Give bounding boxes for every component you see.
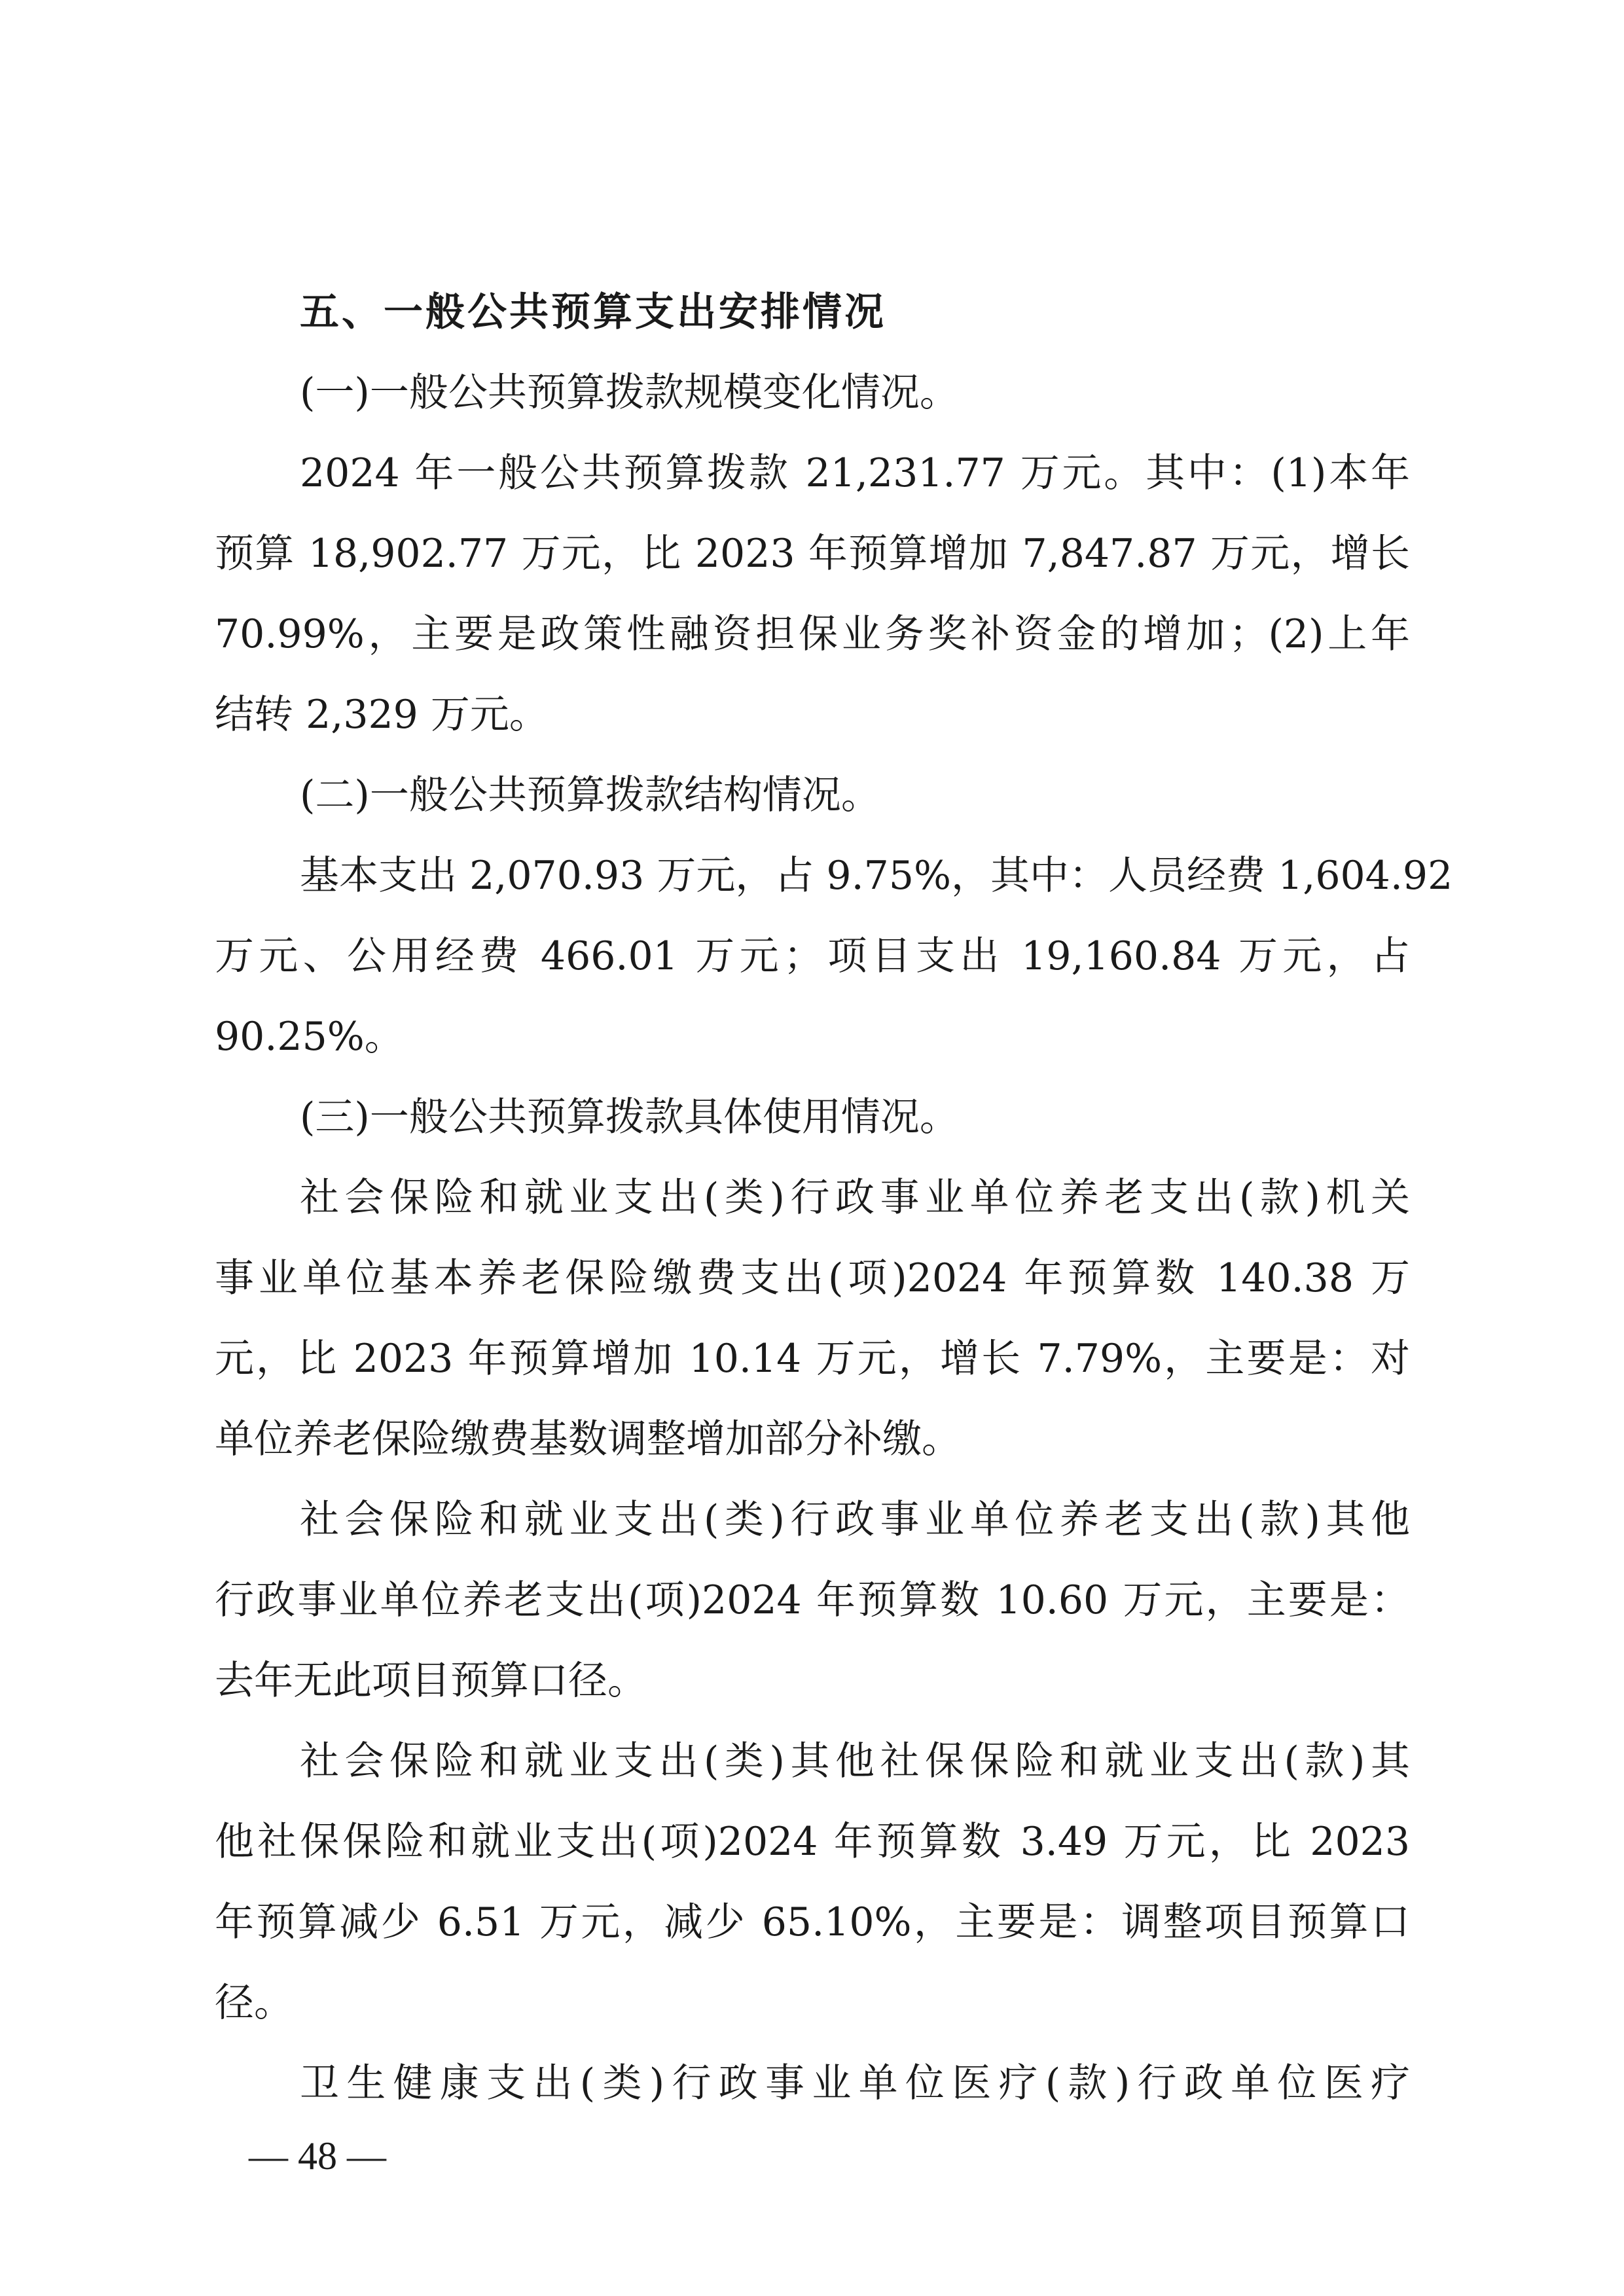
paragraph-line: 2024 年一般公共预算拨款 21,231.77 万元。其中：(1)本年: [300, 450, 1410, 496]
paragraph-line: 年预算减少 6.51 万元，减少 65.10%，主要是：调整项目预算口: [215, 1899, 1410, 1945]
paragraph-line: 事业单位基本养老保险缴费支出(项)2024 年预算数 140.38 万: [215, 1255, 1410, 1301]
paragraph-line: 社会保险和就业支出(类)其他社保保险和就业支出(款)其: [300, 1738, 1410, 1784]
paragraph-line: 70.99%，主要是政策性融资担保业务奖补资金的增加；(2)上年: [215, 611, 1410, 657]
paragraph-line: 社会保险和就业支出(类)行政事业单位养老支出(款)其他: [300, 1497, 1410, 1543]
paragraph-line: 径。: [215, 1980, 293, 2026]
paragraph-line: (三)一般公共预算拨款具体使用情况。: [300, 1094, 959, 1140]
paragraph-line: 预算 18,902.77 万元，比 2023 年预算增加 7,847.87 万元，增长: [215, 531, 1410, 577]
paragraph-line: 90.25%。: [215, 1014, 404, 1060]
paragraph-line: (一)一般公共预算拨款规模变化情况。: [300, 370, 959, 416]
paragraph-line: 结转 2,329 万元。: [215, 692, 549, 738]
paragraph-line: 万元、公用经费 466.01 万元；项目支出 19,160.84 万元，占: [215, 933, 1410, 979]
page-number: — 48 —: [249, 2134, 386, 2178]
paragraph-line: 去年无此项目预算口径。: [215, 1658, 647, 1704]
paragraph-line: (二)一般公共预算拨款结构情况。: [300, 772, 880, 818]
paragraph-line: 他社保保险和就业支出(项)2024 年预算数 3.49 万元，比 2023: [215, 1819, 1410, 1865]
paragraph-line: 行政事业单位养老支出(项)2024 年预算数 10.60 万元，主要是：: [215, 1577, 1410, 1623]
paragraph-line: 卫生健康支出(类)行政事业单位医疗(款)行政单位医疗: [300, 2060, 1410, 2106]
paragraph-line: 社会保险和就业支出(类)行政事业单位养老支出(款)机关: [300, 1175, 1410, 1221]
paragraph-line: 元，比 2023 年预算增加 10.14 万元，增长 7.79%，主要是：对: [215, 1336, 1410, 1382]
paragraph-line: 单位养老保险缴费基数调整增加部分补缴。: [215, 1416, 961, 1462]
paragraph-line: 基本支出 2,070.93 万元，占 9.75%，其中：人员经费 1,604.92: [300, 853, 1453, 899]
section-title: 五、一般公共预算支出安排情况: [300, 289, 886, 335]
